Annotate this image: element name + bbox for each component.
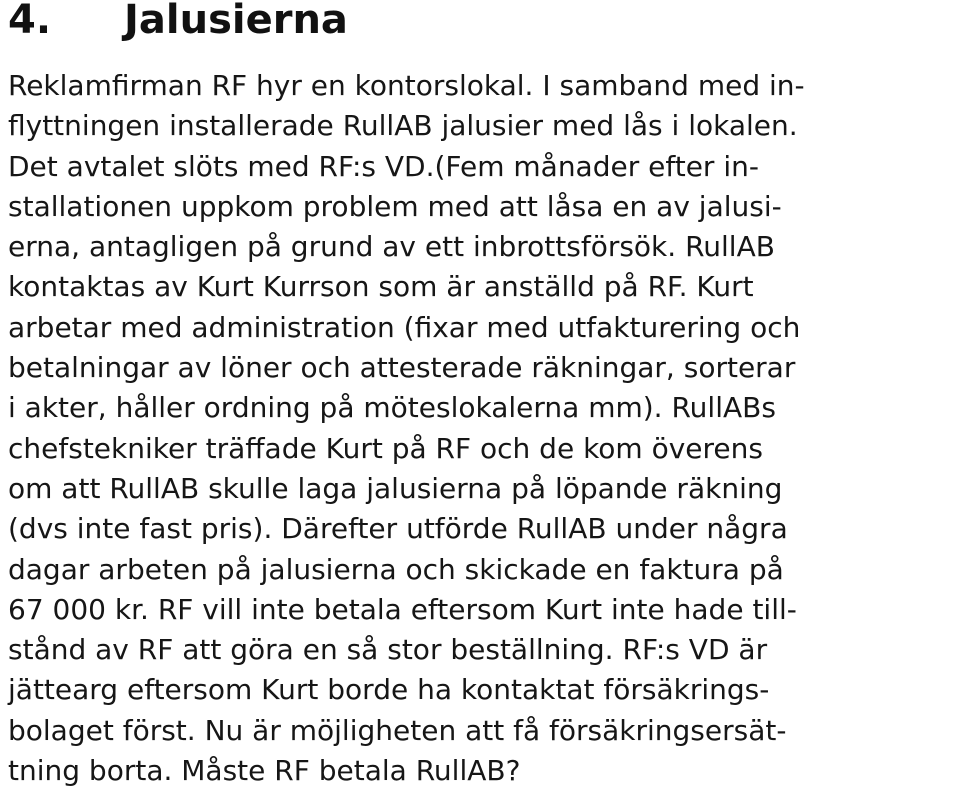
text-line: stallationen uppkom problem med att låsa en av jalusi- [8, 189, 782, 223]
section-number: 4. [8, 0, 52, 43]
text-line: flyttningen installerade RullAB jalusier med lås i lokalen. [8, 109, 798, 143]
text-line: Reklamfirman RF hyr en kontorslokal. I samband med in- [8, 69, 805, 102]
text-line: chefstekniker träffade Kurt på RF och de kom överens [8, 431, 763, 465]
text-line: tning borta. Måste RF betala RullAB? [8, 754, 521, 788]
text-line: 67 000 kr. RF vill inte betala eftersom Kurt inte hade till- [8, 592, 797, 626]
section-heading [8, 0, 348, 50]
body-paragraph [8, 66, 960, 791]
text-line: betalningar av löner och attesterade räkningar, sorterar [8, 351, 796, 385]
text-line: kontaktas av Kurt Kurrson som är anställd på RF. Kurt [8, 270, 754, 304]
text-line: arbetar med administration (fixar med utfakturering och [8, 310, 801, 344]
text-line: (dvs inte fast pris). Därefter utförde RullAB under några [8, 512, 788, 546]
text-line: stånd av RF att göra en så stor beställning. RF:s VD är [8, 633, 768, 667]
text-line: bolaget först. Nu är möjligheten att få försäkringsersät- [8, 713, 787, 747]
text-line: i akter, håller ordning på möteslokalerna mm). RullABs [8, 391, 776, 425]
section-title: Jalusierna [124, 0, 348, 43]
text-line: Det avtalet slöts med RF:s VD.(Fem månader efter in- [8, 149, 759, 183]
text-line: jättearg eftersom Kurt borde ha kontaktat försäkrings- [8, 673, 770, 707]
text-line: om att RullAB skulle laga jalusierna på löpande räkning [8, 471, 783, 505]
text-line: erna, antagligen på grund av ett inbrottsförsök. RullAB [8, 230, 775, 264]
text-line: dagar arbeten på jalusierna och skickade en faktura på [8, 552, 784, 586]
